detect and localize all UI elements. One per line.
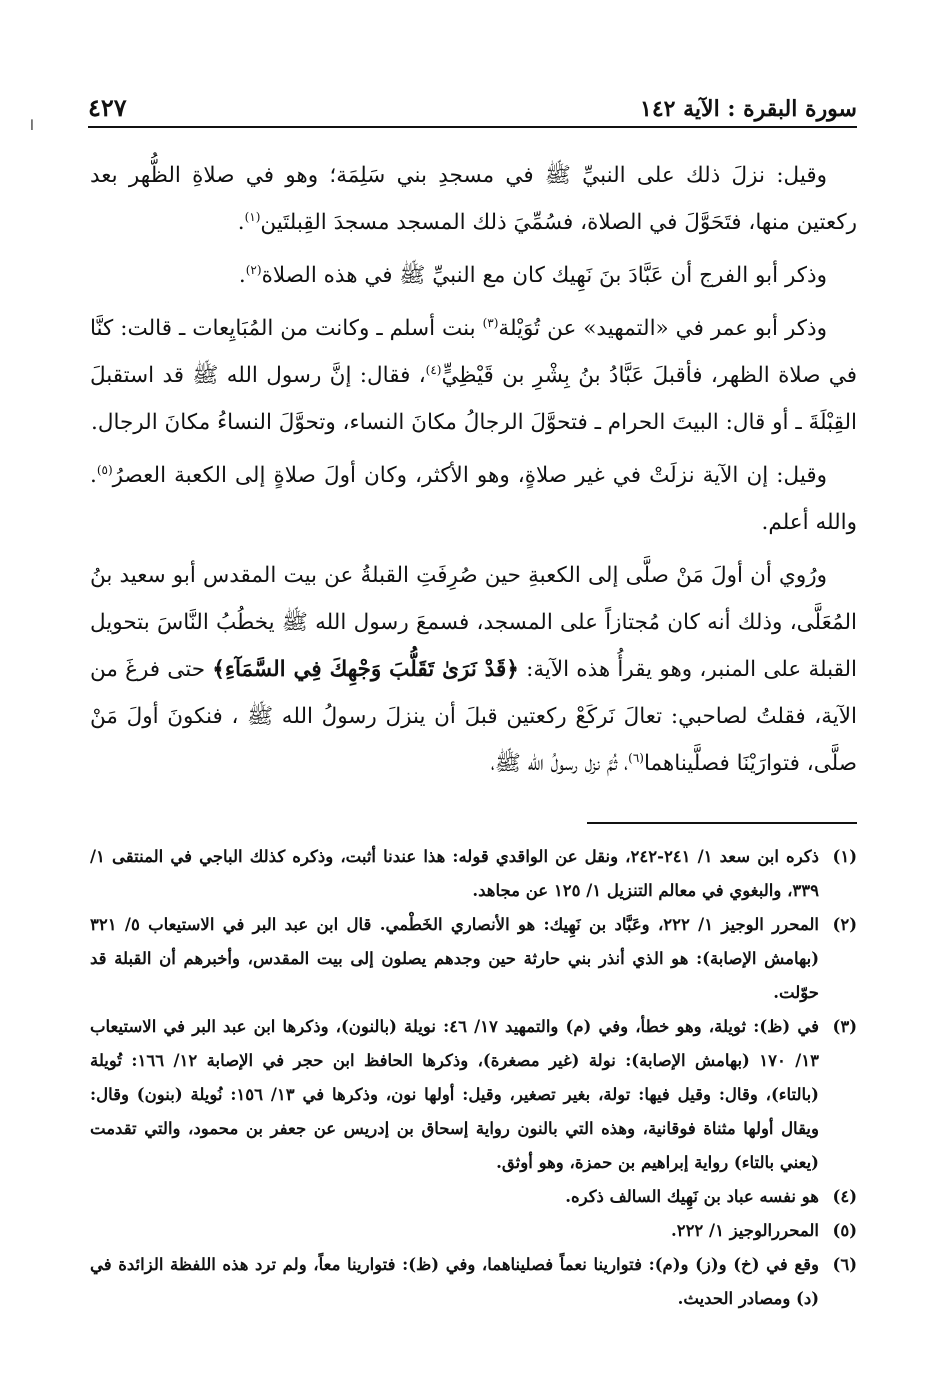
footnote-ref: (٥) bbox=[96, 462, 113, 477]
surah-title: سورة البقرة : الآية ١٤٢ bbox=[640, 96, 857, 122]
paragraph-2: وذكر أبو الفرج أن عَبَّادَ بنَ نَهِيك كان مع النبيِّ ﷺ في هذه الصلاة$^{(٢)}$. bbox=[238, 262, 827, 288]
footnote-ref: (٣) bbox=[482, 315, 499, 330]
footnote-text: المحررالوجيز ١/ ٢٢٢. bbox=[670, 1221, 819, 1240]
page-number: ٤٢٧ bbox=[88, 93, 127, 122]
footnote bbox=[90, 1248, 857, 1316]
paragraph-3: وذكر أبو عمر في «التمهيد» عن تُوَيْلة$^{(٣)}$ بنت أسلم ـ وكانت من المُبَايِعات ـ قالت: كنَّا في صلاة الظهر، فأقبلَ عَبَّادُ بنُ بِشْرِ بن قَيْظِيٍّ$^{(٤)}$، فقال: إنَّ رسول الله ﷺ قد استقبلَ القِبْلَةَ ـ أو قال: البيتَ الحرام ـ فتحوَّلَ الرجالُ مكانَ النساء، وتحوَّلَ النساءُ مكانَ الرجال. bbox=[90, 315, 858, 435]
footnote-text: في (ظ): ثويلة، وهو خطأ، وفي (م) والتمهيد ١٧/ ٤٦: نويلة (بالنون)، وذكرها ابن عبد البر في الاستيعاب ١٣/ ١٧٠ (بهامش الإصابة): نولة (غير مصغرة)، وذكرها الحافظ ابن حجر في الإصابة ١٢/ ١٦٦: تُويلة (بالتاء)، وقال: وقيل فيها: تولة، بغير تصغير، وقيل: أولها نون، وذكرها في ١٣/ ١٥٦: نُويلة (بنون) وقال: ويقال أولها مثناة فوقانية، وهذه التي بالنون رواية إسحاق بن إدريس عن جعفر بن محمود، والتي تقدمت (يعني بالتاء) رواية إبراهيم بن حمزة، وهو أوثق. bbox=[90, 1017, 819, 1172]
running-header bbox=[88, 84, 857, 128]
main-text bbox=[90, 152, 857, 793]
footnote-text: المحرر الوجيز ١/ ٢٢٢، وعَبَّاد بن نَهِيك: هو الأنصاري الخَطْمي. قال ابن عبد البر في الاستيعاب ٥/ ٣٢١ (بهامش الإصابة): هو الذي أنذر بني حارثة حين وجدهم يصلون إلى بيت المقدس، وأخبرهم أن القبلة قد حوّلت. bbox=[90, 915, 820, 1002]
footnote-separator bbox=[587, 822, 857, 824]
footnote-number: (١) bbox=[832, 847, 857, 866]
margin-mark: ﺍ bbox=[30, 118, 34, 134]
footnote-ref: (٦) bbox=[628, 750, 644, 765]
footnote bbox=[90, 1214, 857, 1248]
footnote-ref: (٤) bbox=[425, 362, 442, 377]
footnote bbox=[90, 1180, 857, 1214]
footnote-number: (٢) bbox=[832, 915, 857, 934]
footnotes bbox=[90, 840, 857, 1316]
paragraph-4: وقيل: إن الآية نزلَتْ في غير صلاةٍ، وهو الأكثر، وكان أولَ صلاةٍ إلى الكعبة العصرُ$^{(٥)}$. والله أعلم. bbox=[90, 462, 857, 535]
footnote-text: هو نفسه عباد بن نَهِيك السالف ذكره. bbox=[565, 1187, 819, 1206]
footnote bbox=[90, 1010, 857, 1180]
footnote-ref: (٢) bbox=[245, 262, 262, 277]
footnote-text: وقع في (خ) و(ز) و(م): فتوارينا نعماً فصليناهما، وفي (ظ): فتوارينا معاً، ولم ترد هذه اللفظة الزائدة في (د) ومصادر الحديث. bbox=[90, 1255, 819, 1308]
paragraph-5: ورُوي أن أولَ مَنْ صلَّى إلى الكعبةِ حين صُرِفَتِ القبلةُ عن بيت المقدس أبو سعيد بنُ المُعَلَّى، وذلك أنه كان مُجتازاً على المسجد، فسمعَ رسول الله ﷺ يخطُبُ النَّاسَ بتحويل القبلة على المنبر، وهو يقرأُ هذه الآية: ﴿قَدْ نَرَىٰ تَقَلُّبَ وَجْهِكَ فِي السَّمَآءِ﴾ حتى فرغَ من الآية، فقلتُ لصاحبي: تعالَ نَركَعْ ركعتين قبلَ أن ينزلَ رسولُ الله ﷺ ، فنكونَ أولَ مَنْ صلَّى، فتوارَيْنَا فصلَّيناهما$^{(٦)}$، ثُمَّ نزل رسولُ الله ﷺ، bbox=[90, 563, 857, 776]
quran-verse: ﴿قَدْ نَرَىٰ تَقَلُّبَ وَجْهِكَ فِي السَّمَآءِ﴾ bbox=[212, 657, 519, 682]
footnote-text: ذكره ابن سعد ١/ ٢٤١-٢٤٢، ونقل عن الواقدي قوله: هذا عندنا أثبت، وذكره كذلك الباجي في المنتقى ١/ ٣٣٩، والبغوي في معالم التنزيل ١/ ١٢٥ عن مجاهد. bbox=[90, 847, 819, 900]
footnote-number: (٣) bbox=[832, 1017, 857, 1036]
footnote-number: (٥) bbox=[832, 1221, 857, 1240]
footnote-number: (٦) bbox=[832, 1255, 857, 1274]
footnote-ref: (١) bbox=[244, 209, 261, 224]
paragraph-1: وقيل: نزلَ ذلك على النبيِّ ﷺ في مسجدِ بني سَلِمَة؛ وهو في صلاةِ الظُّهر بعد ركعتين منها، فتَحَوَّلَ في الصلاة، فسُمِّيَ ذلك المسجد مسجدَ القِبلتَين$^{(١)}$. bbox=[90, 163, 857, 235]
footnote bbox=[90, 840, 857, 908]
footnote-number: (٤) bbox=[832, 1187, 857, 1206]
footnote bbox=[90, 908, 857, 1010]
